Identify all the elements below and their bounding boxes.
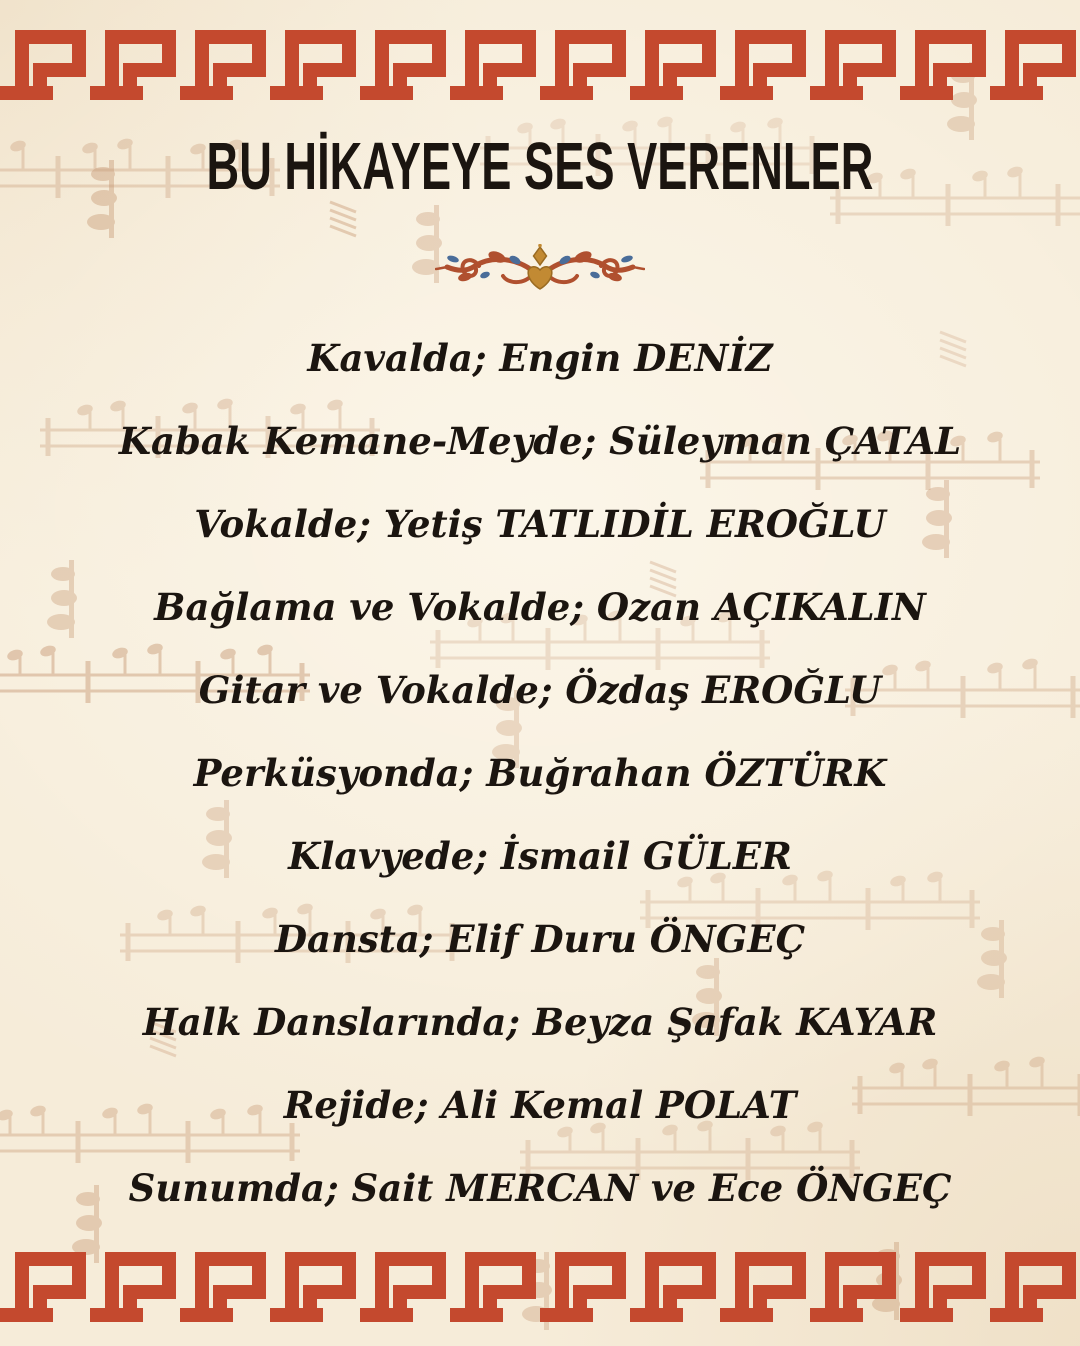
credit-line: Bağlama ve Vokalde; Ozan AÇIKALIN — [154, 584, 926, 629]
credit-line: Vokalde; Yetiş TATLIDİL EROĞLU — [194, 501, 886, 546]
greek-key-border-top — [0, 30, 1080, 100]
greek-key-pattern-icon — [0, 30, 1080, 100]
credit-line: Sunumda; Sait MERCAN ve Ece ÖNGEÇ — [128, 1165, 952, 1210]
page-title — [0, 129, 1080, 204]
credit-line: Halk Danslarında; Beyza Şafak KAYAR — [142, 999, 938, 1044]
credits-list — [0, 316, 1080, 1229]
credit-line: Klavyede; İsmail GÜLER — [288, 833, 792, 878]
greek-key-border-bottom — [0, 1252, 1080, 1322]
greek-key-pattern-icon — [0, 1252, 1080, 1322]
credit-line: Rejide; Ali Kemal POLAT — [283, 1082, 797, 1127]
credit-line: Kabak Kemane-Meyde; Süleyman ÇATAL — [118, 418, 962, 463]
page-title-text: BU HİKAYEYE SES VERENLER — [206, 129, 874, 204]
floral-divider-icon — [435, 244, 645, 301]
credit-line: Gitar ve Vokalde; Özdaş EROĞLU — [198, 667, 882, 712]
credit-line: Kavalda; Engin DENİZ — [307, 335, 773, 380]
credit-line: Dansta; Elif Duru ÖNGEÇ — [274, 916, 806, 961]
credit-line: Perküsyonda; Buğrahan ÖZTÜRK — [193, 750, 887, 795]
